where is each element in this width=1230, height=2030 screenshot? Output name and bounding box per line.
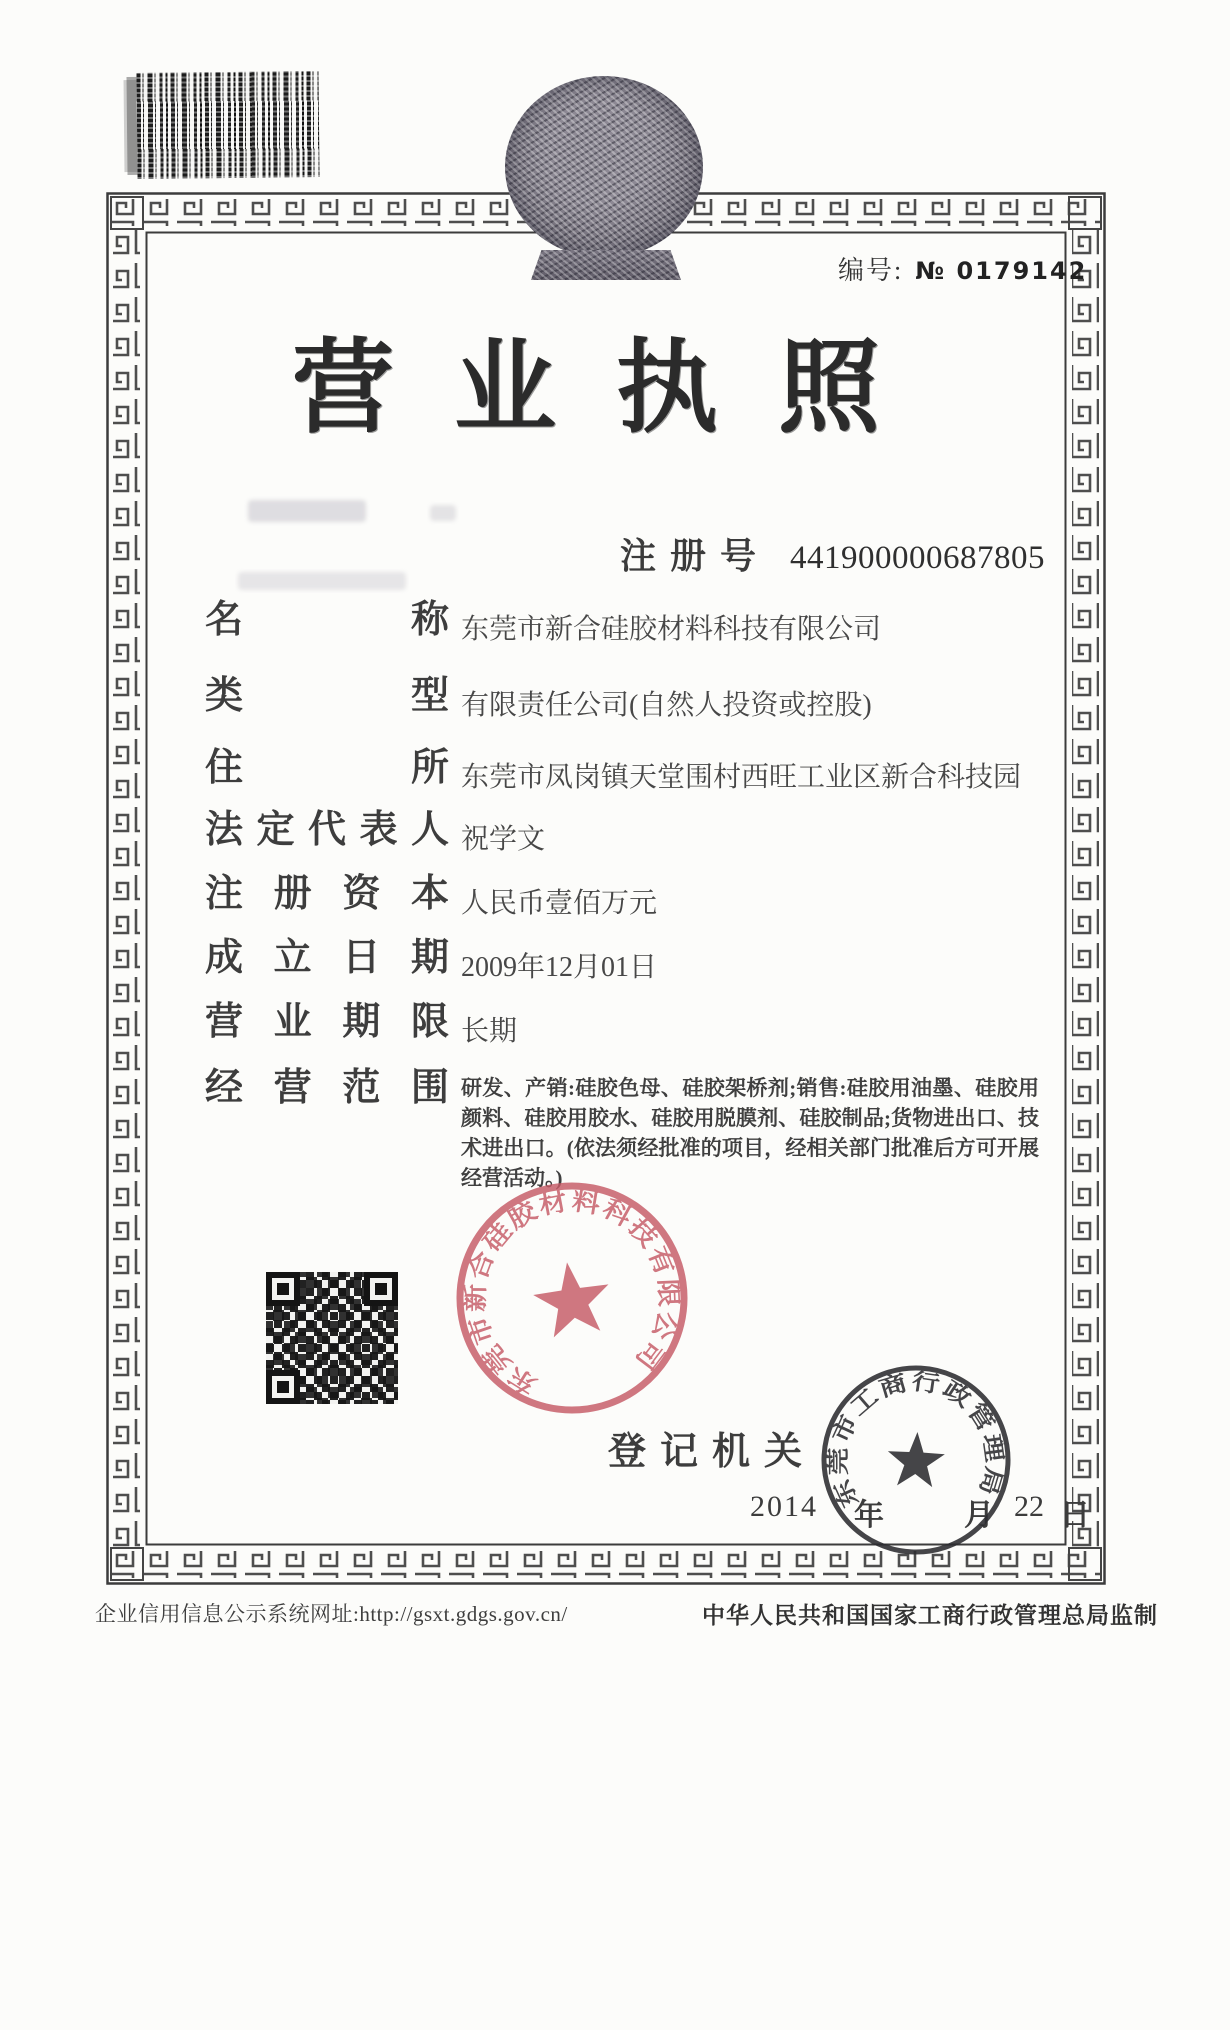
issue-month-unit: 月 xyxy=(964,1499,994,1532)
field-row-legal-representative xyxy=(205,810,545,857)
field-label: 名称 xyxy=(205,599,449,641)
registrar-label: 登记机关 xyxy=(608,1431,817,1473)
field-value: 长期 xyxy=(461,1016,518,1047)
national-emblem-icon xyxy=(505,76,707,290)
qr-finder-top-left xyxy=(266,1272,300,1306)
field-label: 成立日期 xyxy=(205,937,449,979)
field-value: 有限责任公司(自然人投资或控股) xyxy=(461,690,872,721)
field-row-establishment-date xyxy=(205,938,657,985)
registry-seal-stamp xyxy=(811,1355,1021,1565)
qr-finder-dot xyxy=(277,1381,289,1393)
field-label: 注册资本 xyxy=(205,873,449,915)
field-value: 祝学文 xyxy=(461,824,546,855)
footer-public-info-url: 企业信用信息公示系统网址:http://gsxt.gdgs.gov.cn/ xyxy=(95,1602,568,1626)
issue-year-unit: 年 xyxy=(854,1499,884,1532)
serial-number-line xyxy=(838,250,1087,287)
field-value: 东莞市新合硅胶材料科技有限公司 xyxy=(461,614,882,645)
field-label: 住所 xyxy=(205,747,449,789)
field-label: 类型 xyxy=(205,675,449,717)
star-icon xyxy=(529,1257,614,1339)
registration-number-line xyxy=(620,528,1045,579)
license-title: 营业执照 xyxy=(292,329,940,448)
field-value: 人民币壹佰万元 xyxy=(461,888,658,919)
field-value: 研发、产销:硅胶色母、硅胶架桥剂;销售:硅胶用油墨、硅胶用颜料、硅胶用胶水、硅胶用脱膜剂、硅胶制品;货物进出口、技术进出口。(依法须经批准的项目，经相关部门批准后方可开展经营活动。) xyxy=(461,1076,1039,1190)
star-icon xyxy=(886,1431,946,1488)
qr-code-icon xyxy=(266,1272,398,1404)
registry-seal-text: 东莞市工商行政管理局 xyxy=(825,1368,1007,1512)
field-row-type xyxy=(205,676,872,723)
field-value: 2009年12月01日 xyxy=(461,952,658,983)
field-label: 经营范围 xyxy=(205,1067,449,1109)
field-row-address xyxy=(205,748,1021,795)
footer-issuing-authority: 中华人民共和国国家工商行政管理总局监制 xyxy=(702,1603,1158,1628)
national-emblem-ribbon xyxy=(531,250,681,280)
qr-finder-top-right xyxy=(364,1272,398,1306)
serial-label: 编号: xyxy=(838,256,904,285)
scan-smudge xyxy=(248,500,366,522)
issue-day: 22 xyxy=(1014,1490,1044,1523)
company-seal-text: 东莞市新合硅胶材料科技有限公司 xyxy=(462,1187,682,1399)
registration-label: 注册号 xyxy=(620,536,771,576)
company-seal-stamp xyxy=(436,1162,707,1433)
issue-year: 2014 xyxy=(750,1490,818,1523)
field-row-registered-capital xyxy=(205,874,657,921)
field-label: 法定代表人 xyxy=(205,809,449,851)
qr-finder-bottom-left xyxy=(266,1370,300,1404)
barcode-image xyxy=(136,71,319,179)
qr-finder-dot xyxy=(375,1283,387,1295)
field-label: 营业期限 xyxy=(205,1001,449,1043)
scan-smudge xyxy=(238,572,406,590)
issue-day-unit: 日 xyxy=(1060,1499,1090,1532)
serial-number: № 0179142 xyxy=(915,257,1088,285)
field-row-business-term xyxy=(205,1002,517,1049)
national-emblem-circle xyxy=(505,76,703,258)
registration-number: 441900000687805 xyxy=(790,540,1046,576)
field-row-name xyxy=(205,600,881,647)
scan-smudge xyxy=(430,505,456,521)
qr-finder-dot xyxy=(277,1283,289,1295)
field-value: 东莞市凤岗镇天堂围村西旺工业区新合科技园 xyxy=(461,762,1022,793)
